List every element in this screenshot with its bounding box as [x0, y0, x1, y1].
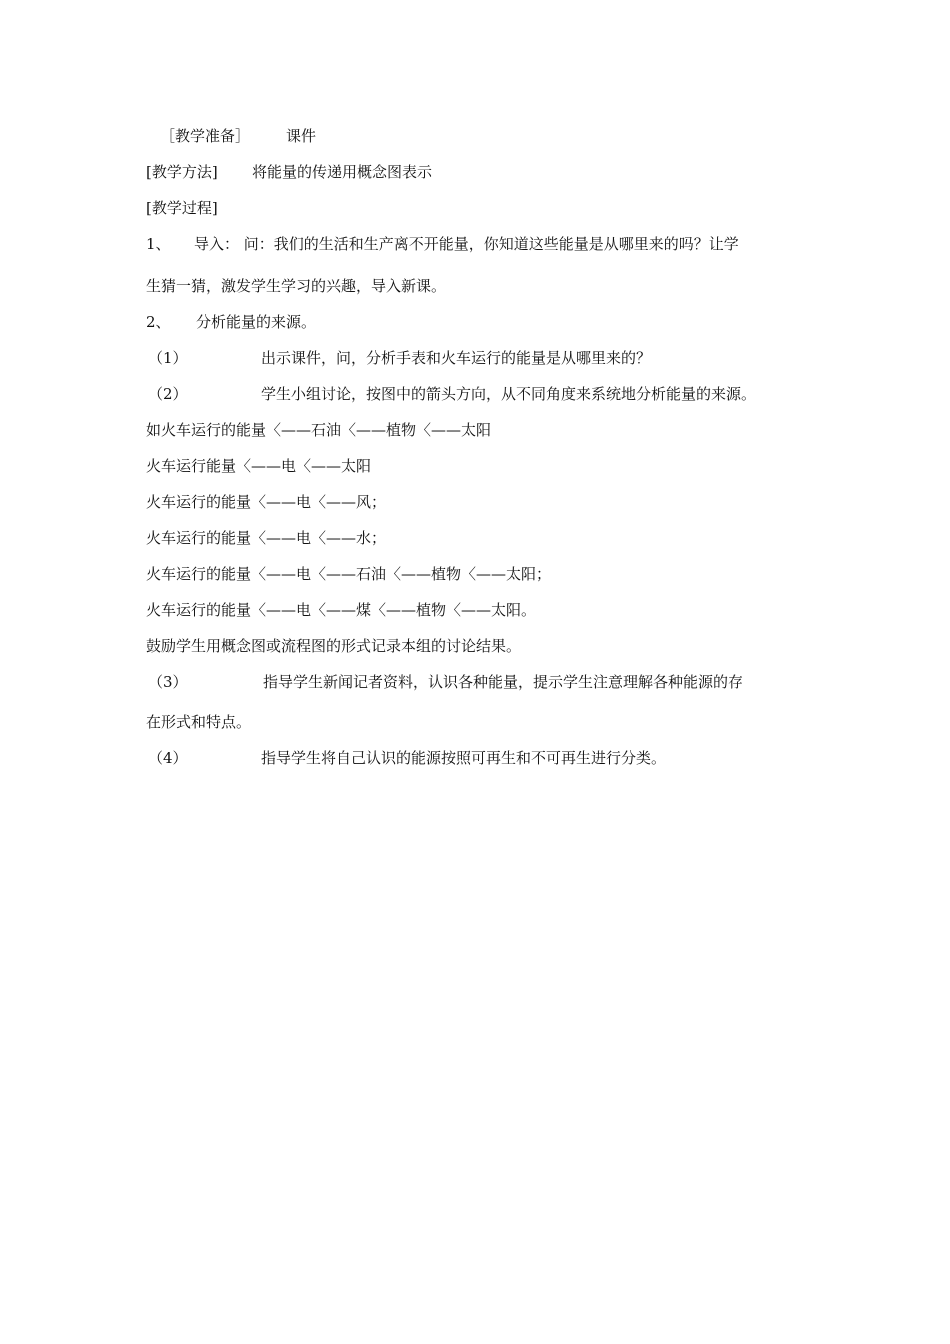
process-label: [教学过程] [146, 199, 218, 217]
energy-chain-line: 火车运行能量〈——电〈——太阳 [146, 457, 372, 475]
encourage-paragraph: 鼓励学生用概念图或流程图的形式记录本组的讨论结果。 [146, 637, 522, 655]
sub-item-2 [148, 384, 757, 404]
energy-chain-line: 火车运行的能量〈——电〈——水； [146, 529, 387, 547]
step-1-continuation [146, 276, 446, 296]
preparation-text: 课件 [286, 127, 317, 145]
teaching-method [146, 162, 433, 182]
sub-item-3-number: （3） [148, 673, 188, 691]
sub-item-1-number: （1） [148, 349, 188, 367]
sub-item-1-text: 出示课件，问，分析手表和火车运行的能量是从哪里来的？ [261, 349, 652, 367]
sub-item-2-number: （2） [148, 385, 188, 403]
sub-item-2-text: 学生小组讨论，按图中的箭头方向，从不同角度来系统地分析能量的来源。 [261, 385, 757, 403]
teaching-preparation [160, 126, 317, 146]
step-1 [146, 234, 739, 254]
method-text: 将能量的传递用概念图表示 [252, 163, 433, 181]
step-2-number: 2、 [146, 313, 171, 331]
energy-chain-line: 火车运行的能量〈——电〈——风； [146, 493, 387, 511]
step-1-cont-text: 生猜一猜，激发学生学习的兴趣，导入新课。 [146, 277, 447, 295]
energy-chain-line: 如火车运行的能量〈——石油〈——植物〈——太阳 [146, 421, 492, 439]
sub-item-4 [148, 748, 667, 768]
sub-item-3-text: 指导学生新闻记者资料，认识各种能量，提示学生注意理解各种能源的存 [263, 673, 744, 691]
teaching-process-heading [146, 198, 218, 218]
step-2 [146, 312, 317, 332]
energy-chain-line: 火车运行的能量〈——电〈——石油〈——植物〈——太阳； [146, 565, 552, 583]
sub-item-3-cont-text: 在形式和特点。 [146, 713, 252, 731]
sub-item-4-number: （4） [148, 749, 188, 767]
sub-item-3-continuation [146, 712, 251, 732]
step-2-text: 分析能量的来源。 [196, 313, 317, 331]
sub-item-3 [148, 672, 744, 692]
step-1-number: 1、 [146, 235, 171, 253]
energy-chain-line: 火车运行的能量〈——电〈——煤〈——植物〈——太阳。 [146, 601, 537, 619]
preparation-label: ［教学准备］ [160, 127, 251, 145]
method-label: [教学方法] [146, 163, 218, 181]
sub-item-1 [148, 348, 652, 368]
sub-item-4-text: 指导学生将自己认识的能源按照可再生和不可再生进行分类。 [261, 749, 667, 767]
step-1-text: 导入： 问：我们的生活和生产离不开能量，你知道这些能量是从哪里来的吗？让学 [194, 235, 739, 253]
